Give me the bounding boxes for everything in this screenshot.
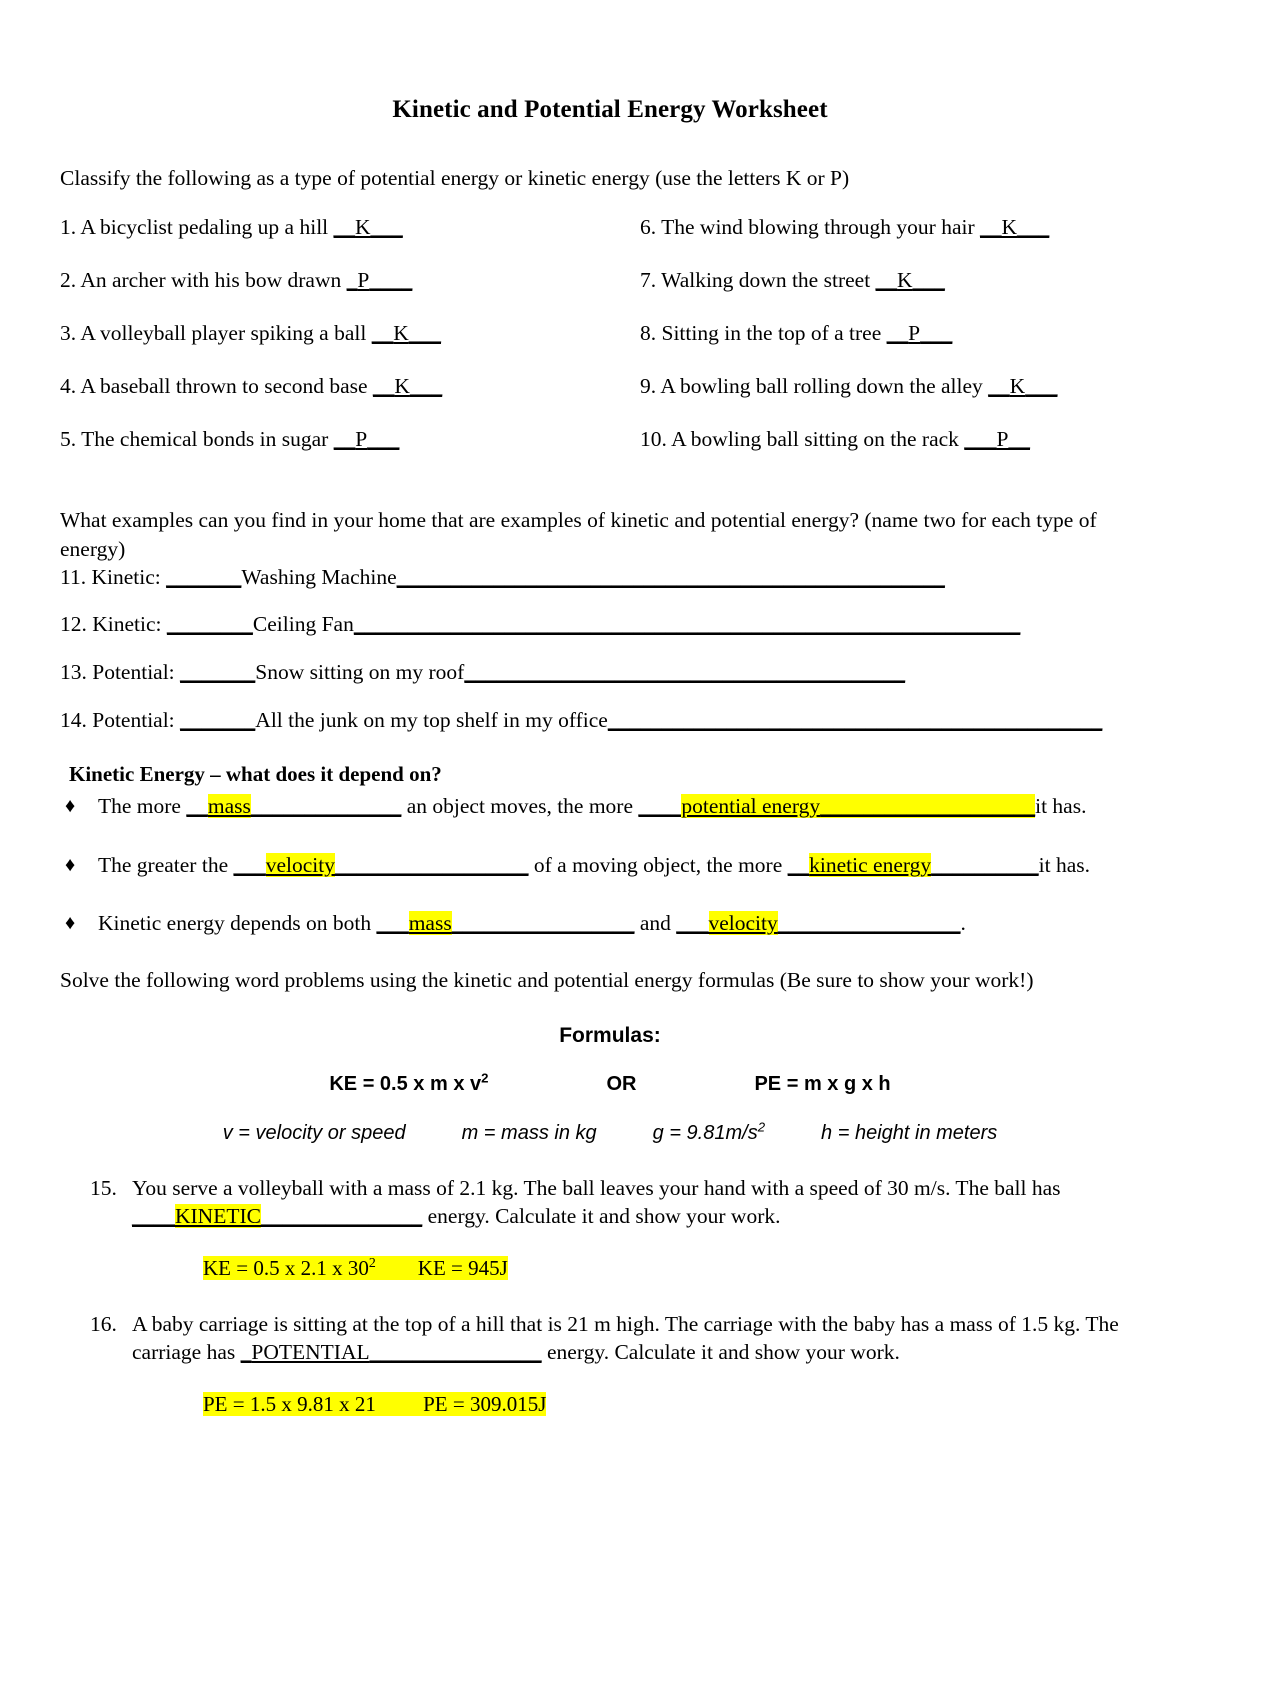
answer-blank-pre: __	[372, 373, 395, 398]
list-item	[60, 268, 640, 321]
item-number: 7.	[640, 268, 657, 293]
kinetic-energy-heading: Kinetic Energy – what does it depend on?	[69, 761, 442, 786]
item-label: Kinetic:	[92, 612, 162, 637]
item-number: 2.	[60, 268, 77, 293]
bullet-text-pre: Kinetic energy depends on both	[98, 911, 377, 936]
work-left-text: KE = 0.5 x 2.1 x 30	[203, 1256, 369, 1281]
answer-letter[interactable]: P	[355, 426, 368, 451]
answer-blank-1[interactable]: mass	[207, 793, 251, 818]
classify-instruction: Classify the following as a type of potential energy or kinetic energy (use the letters K or P)	[60, 165, 850, 190]
classify-list	[60, 215, 1160, 479]
answer-blank-post: ___	[370, 215, 403, 240]
blank-pre: ___	[376, 911, 409, 936]
answer-blank-2[interactable]: kinetic energy	[809, 852, 932, 877]
answer-blank-post: ___	[912, 268, 945, 293]
formula-spacer	[636, 1073, 754, 1096]
variable-h	[821, 1122, 997, 1145]
answer-letter[interactable]: P	[996, 426, 1009, 451]
problem-body	[90, 1175, 1160, 1230]
problem-text-after: energy. Calculate it and show your work.	[541, 1339, 900, 1364]
table-row	[60, 374, 1160, 427]
trailing-blank: _________________________________________	[464, 660, 906, 685]
answer-blank-post: ___	[1025, 373, 1058, 398]
word-problem	[60, 1311, 1160, 1366]
item-text: A baseball thrown to second base	[80, 373, 368, 398]
bullet-content	[98, 793, 1086, 820]
blank2-post: __________	[931, 852, 1039, 877]
answer-blank-pre: __	[980, 215, 1002, 240]
answer-letter[interactable]: P	[908, 320, 921, 345]
answer-blank-2[interactable]: velocity	[708, 911, 778, 936]
bullet-text-mid: an object moves, the more	[401, 793, 639, 818]
work-spacer	[376, 1392, 423, 1416]
problem-text-after: energy. Calculate it and show your work.	[422, 1203, 781, 1228]
item-text: An archer with his bow drawn	[80, 268, 342, 293]
answer-letter[interactable]: P	[357, 268, 370, 293]
page-title: Kinetic and Potential Energy Worksheet	[392, 96, 828, 123]
bullet-text-post: it has.	[1038, 852, 1090, 877]
item-number: 8.	[640, 320, 657, 345]
problem-body	[90, 1311, 1160, 1366]
item-label: Potential:	[92, 707, 175, 732]
table-row	[60, 321, 1160, 374]
blank2-pre: ____	[638, 793, 682, 818]
answer-blank-1[interactable]: mass	[408, 911, 452, 936]
variable-g-text: g = 9.81m/s	[652, 1122, 758, 1145]
list-item	[640, 374, 1160, 427]
item-number: 15.	[90, 1176, 117, 1201]
answer-letter[interactable]: K	[897, 268, 913, 293]
list-item	[640, 215, 1160, 268]
blank-pre: ____	[132, 1203, 175, 1228]
blank-post: __________________	[335, 852, 529, 877]
blank-post: ______________	[250, 793, 402, 818]
bullet-content	[98, 910, 966, 937]
bullet-text-mid: of a moving object, the more	[528, 852, 788, 877]
list-item	[60, 374, 640, 427]
item-number: 1.	[60, 215, 77, 240]
variable-spacer	[597, 1122, 653, 1145]
diamond-bullet-icon: ♦	[65, 912, 76, 935]
trailing-blank: ___________________________________________________	[396, 564, 945, 589]
bullet-text-mid: and	[634, 911, 677, 936]
lead-blank: _______	[180, 707, 256, 732]
problem-answer[interactable]: KINETIC	[175, 1203, 261, 1228]
answer-letter[interactable]: K	[1001, 215, 1018, 240]
item-text: A bowling ball sitting on the rack	[671, 426, 959, 451]
page-content	[60, 96, 1160, 1417]
item-number: 13.	[60, 660, 87, 685]
answer-letter[interactable]: K	[393, 320, 409, 345]
list-item	[65, 793, 1160, 820]
work-expression	[203, 1392, 546, 1416]
blank-post: _______________	[260, 1203, 423, 1228]
variable-m	[462, 1122, 597, 1145]
variable-g	[652, 1119, 766, 1145]
problem-text-before: A baby carriage is sitting at the top of a hill that is 21 m high. The carriage with the baby has a mass of 1.5 kg. The carriage has	[132, 1312, 1119, 1364]
blank2-pre: __	[787, 852, 810, 877]
answer-blank-pre: __	[988, 373, 1010, 398]
item-number: 11.	[60, 564, 87, 589]
variable-spacer	[406, 1122, 462, 1145]
student-answer[interactable]: Snow sitting on my roof	[255, 660, 465, 685]
blank2-pre: ___	[676, 911, 709, 936]
word-problem	[60, 1175, 1160, 1230]
work-result: PE = 309.015J	[423, 1392, 547, 1417]
answer-blank-post: ___	[367, 426, 400, 451]
item-number: 9.	[640, 373, 657, 398]
blank2-post: ____________________	[820, 793, 1036, 818]
table-row	[60, 427, 1160, 480]
problem-text-before: You serve a volleyball with a mass of 2.1 kg. The ball leaves your hand with a speed of 30 m/s. The ball has	[132, 1176, 1061, 1201]
formulas-heading: Formulas:	[559, 1024, 661, 1048]
list-item	[640, 268, 1160, 321]
item-text: A bowling ball rolling down the alley	[660, 373, 983, 398]
list-item	[60, 708, 1160, 734]
item-number: 4.	[60, 373, 77, 398]
blank-pre: ___	[233, 852, 266, 877]
answer-blank-pre: _	[346, 268, 358, 293]
work-spacer	[376, 1256, 418, 1280]
shown-work	[60, 1392, 1160, 1417]
item-text: Walking down the street	[661, 268, 871, 293]
item-label: Kinetic:	[91, 564, 161, 589]
diamond-bullet-icon: ♦	[65, 853, 76, 876]
formula-line	[60, 1070, 1160, 1096]
student-answer[interactable]: Washing Machine	[241, 564, 397, 589]
variable-definitions	[60, 1119, 1160, 1145]
lead-blank: _______	[180, 660, 256, 685]
bullet-text-post: .	[960, 911, 966, 936]
blank2-post: _________________	[777, 911, 961, 936]
pe-formula: PE = m x g x h	[754, 1073, 891, 1096]
item-number: 10.	[640, 426, 667, 451]
work-left-exponent: 2	[368, 1255, 376, 1271]
work-result: KE = 945J	[417, 1256, 508, 1281]
answer-letter[interactable]: K	[394, 373, 410, 398]
home-examples-question: What examples can you find in your home that are examples of kinetic and potential energy? (name two for each type of energy)	[60, 508, 1097, 561]
blank-post: ________________	[369, 1339, 542, 1364]
item-number: 12.	[60, 612, 87, 637]
answer-blank-2[interactable]: potential energy	[681, 793, 821, 818]
ke-formula-exponent: 2	[481, 1070, 489, 1086]
table-row	[60, 268, 1160, 321]
student-answer[interactable]: Ceiling Fan	[252, 612, 354, 637]
list-item	[640, 427, 1160, 480]
list-item	[60, 660, 1160, 686]
bullet-text-post: it has.	[1035, 793, 1087, 818]
item-text: The chemical bonds in sugar	[81, 426, 329, 451]
answer-blank-post: __	[1008, 426, 1030, 451]
variable-v-text: v = velocity or speed	[222, 1122, 406, 1145]
trailing-blank: ______________________________________________	[607, 707, 1103, 732]
answer-blank-pre: __	[371, 320, 394, 345]
list-item	[640, 321, 1160, 374]
bullet-content	[98, 852, 1090, 879]
diamond-bullet-icon: ♦	[65, 794, 76, 817]
answer-blank-post: ___	[920, 320, 953, 345]
list-item	[60, 321, 640, 374]
item-text: A bicyclist pedaling up a hill	[80, 215, 329, 240]
blank-pre: _	[240, 1339, 252, 1364]
bullet-text-pre: The more	[98, 793, 187, 818]
list-item	[65, 852, 1160, 879]
list-item	[60, 612, 1160, 638]
list-item	[60, 215, 640, 268]
variable-g-exponent: 2	[757, 1119, 766, 1135]
variable-m-text: m = mass in kg	[461, 1122, 597, 1145]
item-text: The wind blowing through your hair	[661, 215, 975, 240]
item-text: A volleyball player spiking a ball	[80, 320, 367, 345]
formula-or: OR	[606, 1073, 637, 1096]
blank-post: _________________	[451, 911, 635, 936]
list-item	[65, 910, 1160, 937]
solve-instruction: Solve the following word problems using the kinetic and potential energy formulas (Be sure to show your work!)	[60, 968, 1034, 993]
formula-spacer	[488, 1073, 606, 1096]
lead-blank: _______	[166, 564, 242, 589]
shown-work	[60, 1256, 1160, 1281]
variable-v	[223, 1122, 406, 1145]
answer-blank-pre: ___	[964, 426, 997, 451]
table-row	[60, 215, 1160, 268]
answer-blank-post: ___	[1017, 215, 1050, 240]
variable-spacer	[765, 1122, 821, 1145]
answer-blank-pre: __	[333, 215, 356, 240]
student-answer[interactable]: All the junk on my top shelf in my office	[255, 707, 608, 732]
answer-letter[interactable]: K	[355, 215, 371, 240]
answer-blank-pre: __	[886, 320, 909, 345]
blank-pre: __	[186, 793, 208, 818]
item-number: 3.	[60, 320, 77, 345]
work-left-text: PE = 1.5 x 9.81 x 21	[203, 1392, 376, 1417]
answer-blank-post: ___	[408, 320, 441, 345]
ke-formula	[329, 1070, 489, 1096]
problem-answer[interactable]: POTENTIAL	[251, 1339, 370, 1364]
bullet-text-pre: The greater the	[98, 852, 234, 877]
item-number: 5.	[60, 426, 77, 451]
item-text: Sitting in the top of a tree	[661, 320, 882, 345]
work-expression	[203, 1256, 508, 1280]
ke-formula-text: KE = 0.5 x m x v	[329, 1073, 482, 1096]
list-item	[60, 565, 1160, 591]
item-number: 16.	[90, 1312, 117, 1337]
item-number: 14.	[60, 707, 87, 732]
trailing-blank: ______________________________________________________________	[353, 612, 1021, 637]
list-item	[60, 427, 640, 480]
answer-letter[interactable]: K	[1009, 373, 1026, 398]
item-label: Potential:	[92, 660, 175, 685]
answer-blank-post: ____	[369, 268, 413, 293]
variable-h-text: h = height in meters	[821, 1122, 998, 1145]
lead-blank: ________	[166, 612, 253, 637]
answer-blank-post: ___	[409, 373, 443, 398]
answer-blank-1[interactable]: velocity	[265, 852, 336, 877]
item-number: 6.	[640, 215, 657, 240]
answer-blank-pre: __	[875, 268, 898, 293]
answer-blank-pre: __	[333, 426, 356, 451]
